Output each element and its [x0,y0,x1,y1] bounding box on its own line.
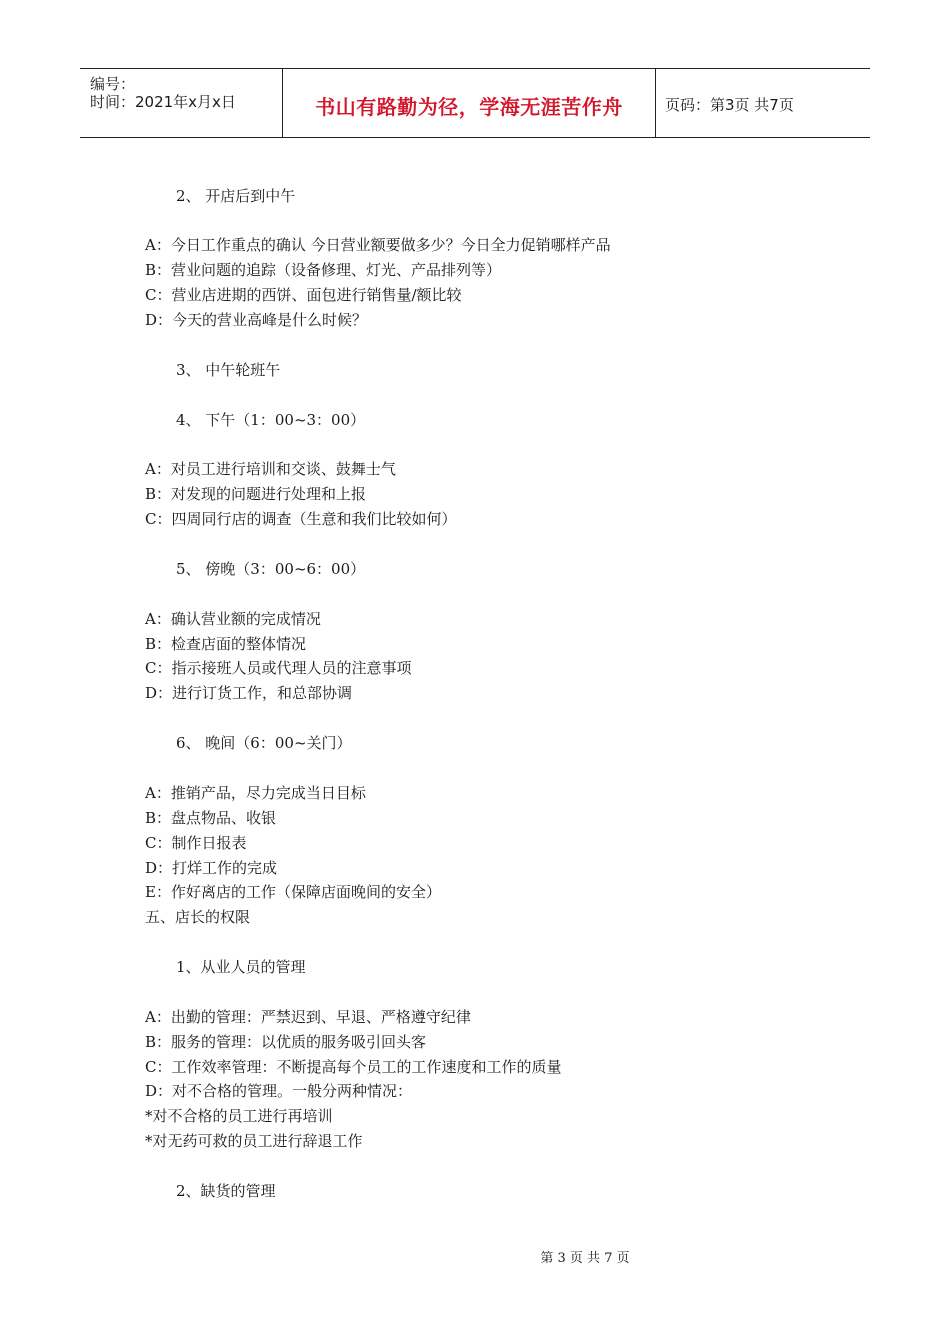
page-footer: 第 3 页 共 7 页 [540,1251,630,1266]
list-item: A：今日工作重点的确认 今日营业额要做多少？今日全力促销哪样产品 [145,236,611,254]
list-item: B：检查店面的整体情况 [145,635,307,653]
header-info-cell [80,69,282,137]
list-item: C：指示接班人员或代理人员的注意事项 [145,659,412,677]
motto-text: 书山有路勤为径，学海无涯苦作舟 [315,95,623,119]
list-item: D：今天的营业高峰是什么时候？ [145,311,368,329]
page-header [80,68,870,138]
header-page-cell [655,69,870,137]
section-heading: 6、 晚间（6：00~关门） [176,734,352,752]
section-heading: 1、从业人员的管理 [176,958,306,976]
chapter-heading: 五、店长的权限 [145,908,251,926]
list-item: B：对发现的问题进行处理和上报 [145,485,367,503]
list-item: E：作好离店的工作（保障店面晚间的安全） [145,883,441,901]
list-item: D：进行订货工作，和总部协调 [145,684,353,702]
section-heading: 4、 下午（1：00~3：00） [176,411,366,429]
list-item: C：制作日报表 [145,834,247,852]
list-item: B：盘点物品、收银 [145,809,277,827]
list-item: A：确认营业额的完成情况 [145,610,321,628]
list-item: C：营业店进期的西饼、面包进行销售量/额比较 [145,286,462,304]
header-motto-cell [282,69,656,137]
list-item: C：工作效率管理：不断提高每个员工的工作速度和工作的质量 [145,1058,562,1076]
list-item: A：推销产品，尽力完成当日目标 [145,784,366,802]
section-heading: 5、 傍晚（3：00~6：00） [176,560,366,578]
list-item: A：对员工进行培训和交谈、鼓舞士气 [145,460,396,478]
list-item: B：服务的管理：以优质的服务吸引回头客 [145,1033,427,1051]
section-heading: 3、 中午轮班午 [176,361,281,379]
list-item: B：营业问题的追踪（设备修理、灯光、产品排列等） [145,261,502,279]
list-item: *对无药可救的员工进行辞退工作 [145,1132,363,1150]
list-item: C：四周同行店的调查（生意和我们比较如何） [145,510,457,528]
list-item: D：对不合格的管理。一般分两种情况： [145,1082,413,1100]
date-label: 时间：2021年x月x日 [90,93,236,111]
page-code: 页码：第3页 共7页 [665,96,794,114]
list-item: A：出勤的管理：严禁迟到、早退、严格遵守纪律 [145,1008,471,1026]
serial-label: 编号： [90,75,136,93]
list-item: D：打烊工作的完成 [145,859,278,877]
section-heading: 2、 开店后到中午 [176,187,296,205]
section-heading: 2、缺货的管理 [176,1182,276,1200]
list-item: *对不合格的员工进行再培训 [145,1107,333,1125]
